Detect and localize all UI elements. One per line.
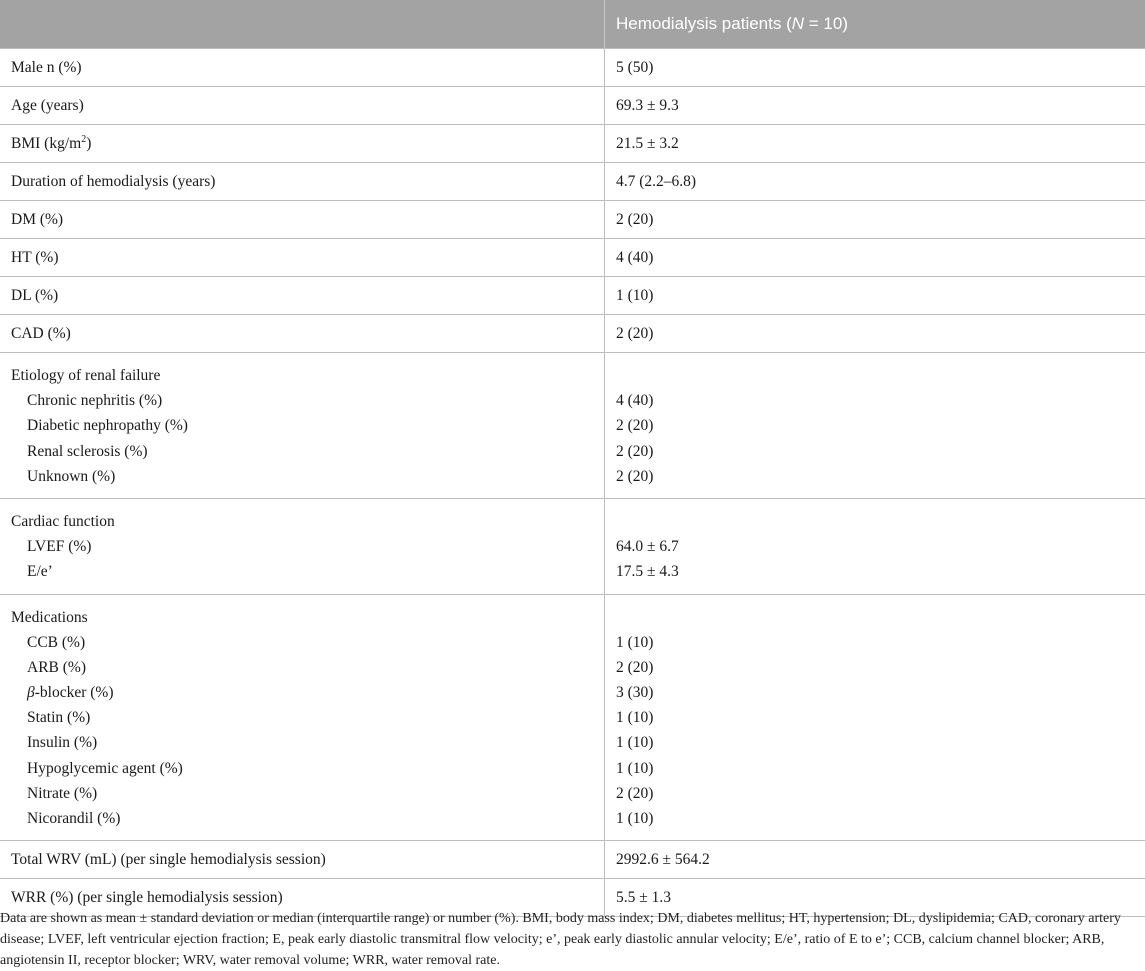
row-value: 69.3 ± 9.3 [605, 87, 1145, 125]
row-value: 1 (10) [605, 277, 1145, 315]
group-item-label: Statin (%) [11, 705, 604, 730]
header-cell-variable [0, 0, 605, 49]
group-item-label: ARB (%) [11, 655, 604, 680]
group-item-label: Nitrate (%) [11, 781, 604, 806]
group-item-value: 2 (20) [616, 464, 1145, 489]
table-row [0, 87, 1145, 125]
row-label: DM (%) [0, 201, 605, 239]
group-values [605, 498, 1145, 594]
row-value: 5.5 ± 1.3 [605, 879, 1145, 917]
row-value: 2992.6 ± 564.2 [605, 841, 1145, 879]
group-item-value: 2 (20) [616, 413, 1145, 438]
table-group-medications [0, 594, 1145, 841]
table-group-cardiac-function [0, 498, 1145, 594]
table-row [0, 163, 1145, 201]
table-row [0, 239, 1145, 277]
row-label: WRR (%) (per single hemodialysis session) [0, 879, 605, 917]
group-title: Cardiac function [11, 509, 604, 534]
group-item-value: 4 (40) [616, 388, 1145, 413]
group-item-label: Insulin (%) [11, 730, 604, 755]
group-title: Etiology of renal failure [11, 363, 604, 388]
group-labels [0, 498, 605, 594]
group-title: Medications [11, 605, 604, 630]
bmi-label-suffix: ) [86, 135, 91, 152]
header-prefix: Hemodialysis patients ( [616, 14, 792, 33]
row-value: 4 (40) [605, 239, 1145, 277]
row-label: Age (years) [0, 87, 605, 125]
row-value: 4.7 (2.2–6.8) [605, 163, 1145, 201]
group-values [605, 353, 1145, 499]
group-item-value: 1 (10) [616, 806, 1145, 831]
beta-blocker-text: -blocker (%) [35, 684, 114, 701]
beta-symbol: β [27, 684, 35, 701]
group-item-value: 1 (10) [616, 705, 1145, 730]
row-label: DL (%) [0, 277, 605, 315]
group-item-label: Hypoglycemic agent (%) [11, 756, 604, 781]
group-item-value: 2 (20) [616, 655, 1145, 680]
row-value: 2 (20) [605, 201, 1145, 239]
group-item-label: LVEF (%) [11, 534, 604, 559]
group-item-label: Diabetic nephropathy (%) [11, 413, 604, 438]
group-item-value: 1 (10) [616, 730, 1145, 755]
table-row [0, 125, 1145, 163]
group-item-label: Chronic nephritis (%) [11, 388, 604, 413]
bmi-label-sup: 2 [81, 134, 86, 145]
row-label: HT (%) [0, 239, 605, 277]
bmi-label-prefix: BMI (kg/m [11, 135, 81, 152]
group-item-value: 64.0 ± 6.7 [616, 534, 1145, 559]
group-item-value: 17.5 ± 4.3 [616, 559, 1145, 584]
table-row [0, 315, 1145, 353]
header-suffix: = 10) [804, 14, 848, 33]
group-item-label: Unknown (%) [11, 464, 604, 489]
group-item-value: 1 (10) [616, 630, 1145, 655]
group-item-label: Nicorandil (%) [11, 806, 604, 831]
header-n: N [792, 14, 804, 33]
group-item-value: 1 (10) [616, 756, 1145, 781]
group-item-label: E/e’ [11, 559, 604, 584]
row-label: Duration of hemodialysis (years) [0, 163, 605, 201]
row-value: 2 (20) [605, 315, 1145, 353]
group-labels [0, 594, 605, 841]
row-label: Male n (%) [0, 49, 605, 87]
header-cell-hemodialysis-patients [605, 0, 1145, 49]
group-labels [0, 353, 605, 499]
group-item-label: Renal sclerosis (%) [11, 439, 604, 464]
group-item-value: 2 (20) [616, 781, 1145, 806]
table-row [0, 277, 1145, 315]
row-label: CAD (%) [0, 315, 605, 353]
table-footnote: Data are shown as mean ± standard deviation or median (interquartile range) or number (%). BMI, body mass index; DM, diabetes mellitus; HT, hypertension; DL, dyslipidemia; CAD, coronary artery disease; LVEF, left ventricular ejection fraction; E, peak early diastolic transmitral flow velocity; e’, peak early diastolic annular velocity; E/e’, ratio of E to e’; CCB, calcium channel blocker; ARB, angiotensin II, receptor blocker; WRV, water removal volume; WRR, water removal rate. [0, 908, 1145, 971]
group-item-label-beta-blocker [11, 680, 604, 705]
row-label [0, 125, 605, 163]
row-label: Total WRV (mL) (per single hemodialysis session) [0, 841, 605, 879]
group-values [605, 594, 1145, 841]
row-value: 5 (50) [605, 49, 1145, 87]
group-item-value: 2 (20) [616, 439, 1145, 464]
group-item-value: 3 (30) [616, 680, 1145, 705]
row-value: 21.5 ± 3.2 [605, 125, 1145, 163]
table-group-etiology [0, 353, 1145, 499]
table-row [0, 841, 1145, 879]
table-row [0, 49, 1145, 87]
table-row [0, 201, 1145, 239]
table-header-row [0, 0, 1145, 49]
group-item-label: CCB (%) [11, 630, 604, 655]
